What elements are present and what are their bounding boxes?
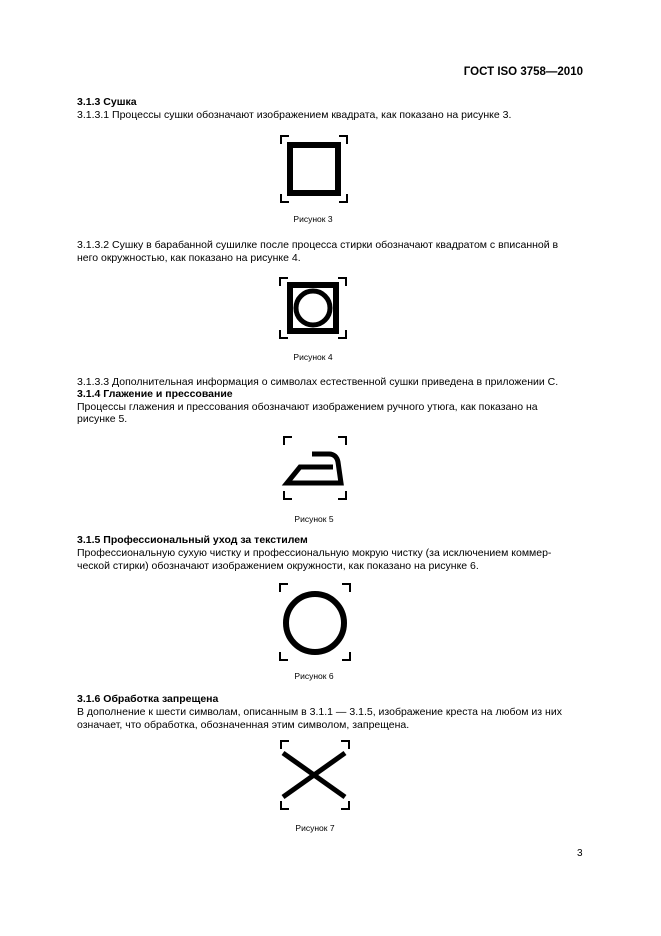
section-3-1-6-heading: 3.1.6 Обработка запрещена xyxy=(77,693,219,705)
document-standard-header: ГОСТ ISO 3758—2010 xyxy=(463,66,583,78)
paragraph-3-1-5-line2: ческой стирки) обозначают изображением окружности, как показано на рисунке 6. xyxy=(77,560,479,572)
ironing-icon xyxy=(284,437,346,499)
paragraph-3-1-3-3: 3.1.3.3 Дополнительная информация о символах естественной сушки приведена в приложении С. xyxy=(77,376,559,388)
section-3-1-5-heading: 3.1.5 Профессиональный уход за текстилем xyxy=(77,534,308,546)
figure-7-caption: Рисунок 7 xyxy=(295,823,335,833)
figure-5-caption: Рисунок 5 xyxy=(294,514,334,524)
paragraph-3-1-6-line1: В дополнение к шести символам, описанным в 3.1.1 — 3.1.5, изображение креста на любом из них xyxy=(77,706,562,718)
paragraph-3-1-6-line2: означает, что обработка, обозначенная этим символом, запрещена. xyxy=(77,719,410,731)
paragraph-3-1-4-line2: рисунке 5. xyxy=(77,413,128,425)
page-number: 3 xyxy=(577,848,583,859)
prohibited-cross-icon xyxy=(281,741,349,809)
paragraph-3-1-3-2-line1: 3.1.3.2 Сушку в барабанной сушилке после процесса стирки обозначают квадратом с вписанной в xyxy=(77,239,559,251)
tumble-drying-icon xyxy=(280,278,346,338)
drying-square-icon xyxy=(281,136,347,202)
paragraph-3-1-3-2-line2: него окружностью, как показано на рисунке 4. xyxy=(77,252,301,264)
paragraph-3-1-5-line1: Профессиональную сухую чистку и профессиональную мокрую чистку (за исключением коммер- xyxy=(77,547,552,559)
figure-6-caption: Рисунок 6 xyxy=(294,671,334,681)
section-3-1-4-heading: 3.1.4 Глажение и прессование xyxy=(77,388,233,400)
figure-3-caption: Рисунок 3 xyxy=(293,214,333,224)
figure-4-caption: Рисунок 4 xyxy=(293,352,333,362)
section-3-1-3-heading: 3.1.3 Сушка xyxy=(77,96,137,108)
professional-care-circle-icon xyxy=(280,584,350,660)
paragraph-3-1-4-line1: Процессы глажения и прессования обозначают изображением ручного утюга, как показано на xyxy=(77,401,538,413)
paragraph-3-1-3-1: 3.1.3.1 Процессы сушки обозначают изображением квадрата, как показано на рисунке 3. xyxy=(77,109,512,121)
